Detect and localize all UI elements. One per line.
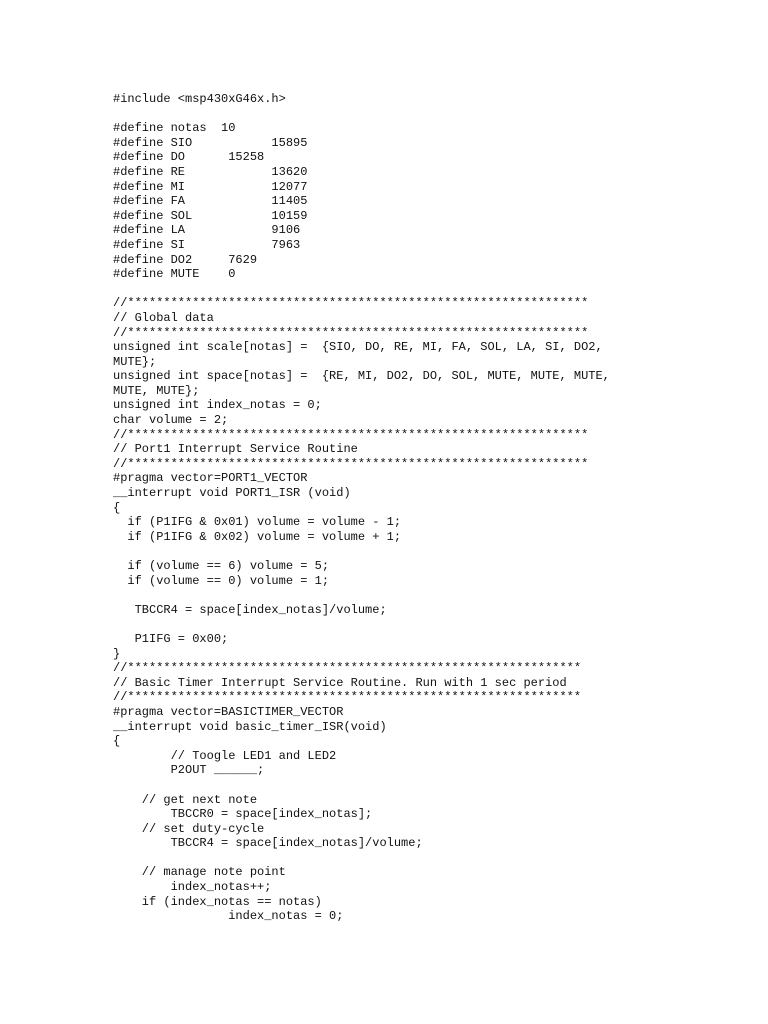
code-line: } — [113, 646, 121, 661]
code-line: #define notas 10 — [113, 121, 236, 136]
code-line: // manage note point — [113, 865, 286, 880]
code-line: index_notas++; — [113, 880, 272, 895]
code-line: #define SI 7963 — [113, 237, 301, 252]
code-line: // set duty-cycle — [113, 821, 265, 836]
code-line: MUTE}; — [113, 354, 157, 369]
code-line: if (P1IFG & 0x02) volume = volume + 1; — [113, 529, 402, 544]
source-code-listing — [113, 92, 753, 924]
code-line: TBCCR0 = space[index_notas]; — [113, 807, 373, 822]
code-line — [113, 544, 753, 559]
code-line — [113, 588, 753, 603]
code-line: #define DO2 7629 — [113, 252, 258, 267]
code-line: __interrupt void PORT1_ISR (void) — [113, 486, 351, 501]
code-line — [113, 107, 753, 122]
code-line: unsigned int index_notas = 0; — [113, 398, 322, 413]
code-line: // Port1 Interrupt Service Routine — [113, 442, 358, 457]
code-line — [113, 851, 753, 866]
code-line: //**************************************************************** — [113, 325, 589, 340]
code-line: //**************************************************************** — [113, 296, 589, 311]
code-line — [113, 778, 753, 793]
code-line: // Basic Timer Interrupt Service Routine. Run with 1 sec period — [113, 675, 567, 690]
code-line: #define SOL 10159 — [113, 208, 308, 223]
code-line: __interrupt void basic_timer_ISR(void) — [113, 719, 387, 734]
code-line: //**************************************************************** — [113, 427, 589, 442]
code-line: MUTE, MUTE}; — [113, 383, 200, 398]
code-line: // Global data — [113, 310, 214, 325]
code-line: #define FA 11405 — [113, 194, 308, 209]
code-line: #pragma vector=BASICTIMER_VECTOR — [113, 704, 344, 719]
code-line: TBCCR4 = space[index_notas]/volume; — [113, 602, 387, 617]
code-line: index_notas = 0; — [113, 909, 344, 924]
code-line: // Toogle LED1 and LED2 — [113, 748, 337, 763]
code-line: { — [113, 500, 121, 515]
code-line: #define RE 13620 — [113, 164, 308, 179]
code-line: //*************************************************************** — [113, 690, 582, 705]
code-line: char volume = 2; — [113, 413, 229, 428]
code-line: #define MI 12077 — [113, 179, 308, 194]
code-line: #define MUTE 0 — [113, 267, 236, 282]
code-line: unsigned int space[notas] = {RE, MI, DO2, DO, SOL, MUTE, MUTE, MUTE, — [113, 369, 610, 384]
code-line: //*************************************************************** — [113, 661, 582, 676]
code-line: #define LA 9106 — [113, 223, 301, 238]
code-line: P1IFG = 0x00; — [113, 631, 229, 646]
code-line: #define DO 15258 — [113, 150, 265, 165]
code-line — [113, 617, 753, 632]
code-line: TBCCR4 = space[index_notas]/volume; — [113, 836, 423, 851]
code-line — [113, 282, 753, 297]
code-line: if (volume == 0) volume = 1; — [113, 573, 330, 588]
code-line: { — [113, 734, 121, 749]
code-line: unsigned int scale[notas] = {SIO, DO, RE, MI, FA, SOL, LA, SI, DO2, — [113, 340, 603, 355]
code-line: if (P1IFG & 0x01) volume = volume - 1; — [113, 515, 402, 530]
code-line: if (index_notas == notas) — [113, 894, 322, 909]
code-line: // get next note — [113, 792, 258, 807]
code-line: #include <msp430xG46x.h> — [113, 92, 286, 106]
code-line: //**************************************************************** — [113, 456, 589, 471]
code-line: P2OUT ______; — [113, 763, 265, 778]
code-line: #define SIO 15895 — [113, 135, 308, 150]
code-line: #pragma vector=PORT1_VECTOR — [113, 471, 308, 486]
code-line: if (volume == 6) volume = 5; — [113, 559, 330, 573]
